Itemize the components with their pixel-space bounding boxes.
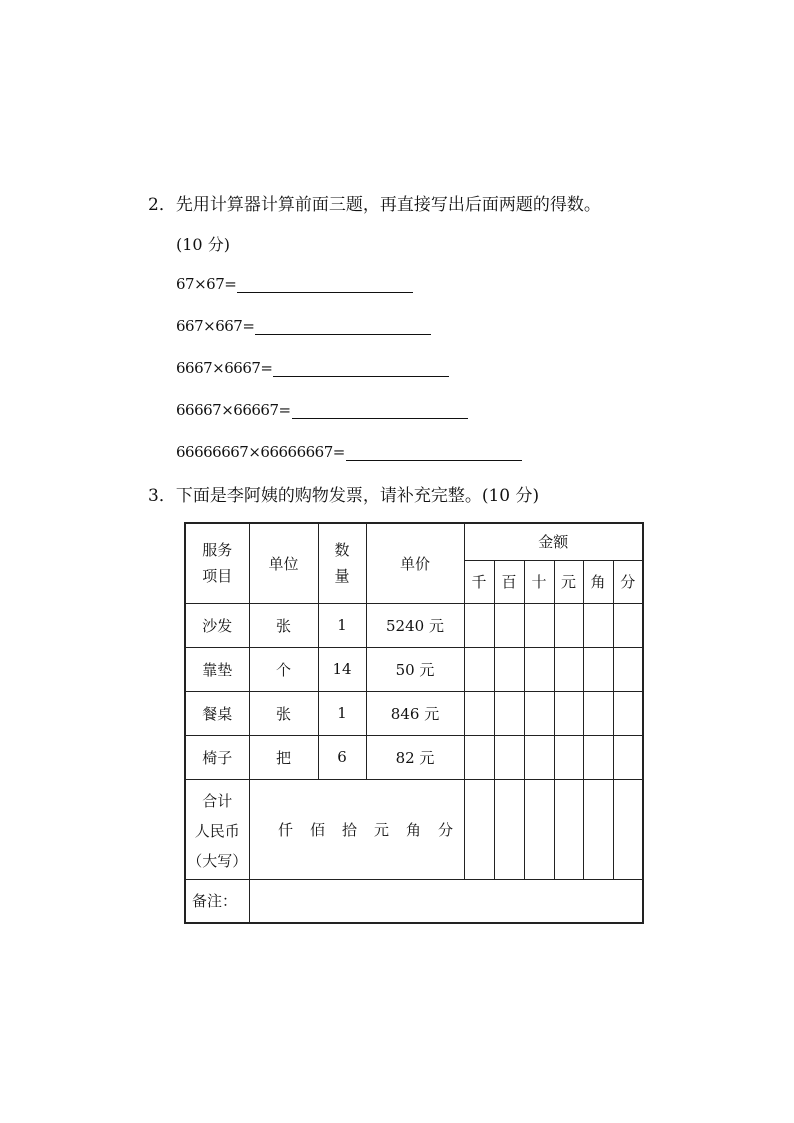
digit-header: 元 bbox=[554, 560, 583, 603]
amount-digit-cell[interactable] bbox=[464, 647, 494, 691]
amount-digit-cell[interactable] bbox=[613, 603, 643, 647]
answer-blank[interactable] bbox=[346, 444, 522, 461]
digit-header: 百 bbox=[494, 560, 524, 603]
table-row bbox=[185, 603, 643, 647]
item-cell: 椅子 bbox=[185, 735, 249, 779]
unit-cell: 个 bbox=[249, 647, 318, 691]
equation-text: 6667×6667= bbox=[176, 359, 273, 377]
header-price: 单价 bbox=[366, 523, 464, 603]
header-qty-line1: 数 bbox=[334, 541, 350, 560]
total-digit-cell[interactable] bbox=[613, 779, 643, 879]
unit-cell: 张 bbox=[249, 603, 318, 647]
answer-blank[interactable] bbox=[273, 360, 449, 377]
note-field[interactable] bbox=[249, 879, 643, 923]
total-label-line2: 人民币 bbox=[194, 822, 240, 840]
equation-row bbox=[176, 359, 449, 377]
amount-digit-cell[interactable] bbox=[554, 603, 583, 647]
header-item-line1: 服务 bbox=[202, 541, 233, 560]
cn-unit: 拾 bbox=[341, 820, 357, 839]
amount-digit-cell[interactable] bbox=[524, 603, 554, 647]
amount-digit-cell[interactable] bbox=[613, 735, 643, 779]
qty-cell: 1 bbox=[318, 691, 366, 735]
amount-digit-cell[interactable] bbox=[494, 735, 524, 779]
total-label-line1: 合计 bbox=[202, 792, 233, 810]
item-cell: 餐桌 bbox=[185, 691, 249, 735]
price-cell: 82 元 bbox=[366, 735, 464, 779]
answer-blank[interactable] bbox=[255, 318, 431, 335]
q2-score: (10 分) bbox=[176, 235, 230, 254]
price-cell: 5240 元 bbox=[366, 603, 464, 647]
header-unit: 单位 bbox=[249, 523, 318, 603]
equation-row bbox=[176, 275, 413, 293]
amount-digit-cell[interactable] bbox=[554, 735, 583, 779]
qty-cell: 1 bbox=[318, 603, 366, 647]
price-cell: 50 元 bbox=[366, 647, 464, 691]
item-cell: 靠垫 bbox=[185, 647, 249, 691]
amount-digit-cell[interactable] bbox=[554, 647, 583, 691]
table-row bbox=[185, 735, 643, 779]
digit-header: 角 bbox=[583, 560, 613, 603]
cn-unit: 分 bbox=[437, 820, 453, 839]
digit-header: 分 bbox=[613, 560, 643, 603]
cn-unit: 佰 bbox=[309, 820, 325, 839]
cn-unit: 元 bbox=[373, 820, 389, 839]
item-cell: 沙发 bbox=[185, 603, 249, 647]
total-label-line3: （大写） bbox=[187, 852, 248, 870]
total-digit-cell[interactable] bbox=[554, 779, 583, 879]
total-digit-cell[interactable] bbox=[583, 779, 613, 879]
header-amount: 金额 bbox=[464, 523, 643, 560]
total-digit-cell[interactable] bbox=[464, 779, 494, 879]
amount-digit-cell[interactable] bbox=[554, 691, 583, 735]
header-qty-line2: 量 bbox=[334, 567, 350, 586]
q3-title: 3．下面是李阿姨的购物发票，请补充完整。(10 分) bbox=[148, 486, 540, 506]
amount-digit-cell[interactable] bbox=[583, 735, 613, 779]
note-label: 备注： bbox=[185, 879, 249, 923]
amount-digit-cell[interactable] bbox=[464, 691, 494, 735]
equation-row bbox=[176, 443, 522, 461]
equation-row bbox=[176, 401, 468, 419]
amount-digit-cell[interactable] bbox=[583, 603, 613, 647]
unit-cell: 把 bbox=[249, 735, 318, 779]
header-qty bbox=[318, 523, 366, 603]
qty-cell: 6 bbox=[318, 735, 366, 779]
equation-text: 66666667×66666667= bbox=[176, 443, 345, 461]
total-label bbox=[185, 779, 249, 879]
header-item-line2: 项目 bbox=[202, 567, 233, 586]
equation-text: 67×67= bbox=[176, 275, 237, 293]
invoice-table bbox=[184, 522, 644, 924]
total-digit-cell[interactable] bbox=[524, 779, 554, 879]
equation-text: 667×667= bbox=[176, 317, 255, 335]
amount-digit-cell[interactable] bbox=[494, 691, 524, 735]
amount-digit-cell[interactable] bbox=[524, 691, 554, 735]
total-row bbox=[185, 779, 643, 879]
cn-unit: 角 bbox=[405, 820, 421, 839]
amount-digit-cell[interactable] bbox=[583, 691, 613, 735]
qty-cell: 14 bbox=[318, 647, 366, 691]
amount-digit-cell[interactable] bbox=[583, 647, 613, 691]
amount-digit-cell[interactable] bbox=[464, 603, 494, 647]
total-chinese-amount[interactable] bbox=[249, 779, 464, 879]
total-digit-cell[interactable] bbox=[494, 779, 524, 879]
amount-digit-cell[interactable] bbox=[524, 647, 554, 691]
digit-header: 十 bbox=[524, 560, 554, 603]
amount-digit-cell[interactable] bbox=[524, 735, 554, 779]
amount-digit-cell[interactable] bbox=[613, 647, 643, 691]
digit-header: 千 bbox=[464, 560, 494, 603]
price-cell: 846 元 bbox=[366, 691, 464, 735]
answer-blank[interactable] bbox=[292, 402, 468, 419]
amount-digit-cell[interactable] bbox=[494, 647, 524, 691]
cn-unit: 仟 bbox=[277, 820, 293, 839]
amount-digit-cell[interactable] bbox=[494, 603, 524, 647]
table-row bbox=[185, 647, 643, 691]
answer-blank[interactable] bbox=[237, 276, 413, 293]
note-row bbox=[185, 879, 643, 923]
equation-text: 66667×66667= bbox=[176, 401, 291, 419]
unit-cell: 张 bbox=[249, 691, 318, 735]
table-row bbox=[185, 691, 643, 735]
equation-row bbox=[176, 317, 431, 335]
header-item bbox=[185, 523, 249, 603]
amount-digit-cell[interactable] bbox=[613, 691, 643, 735]
q2-title: 2．先用计算器计算前面三题，再直接写出后面两题的得数。 bbox=[148, 195, 601, 215]
amount-digit-cell[interactable] bbox=[464, 735, 494, 779]
